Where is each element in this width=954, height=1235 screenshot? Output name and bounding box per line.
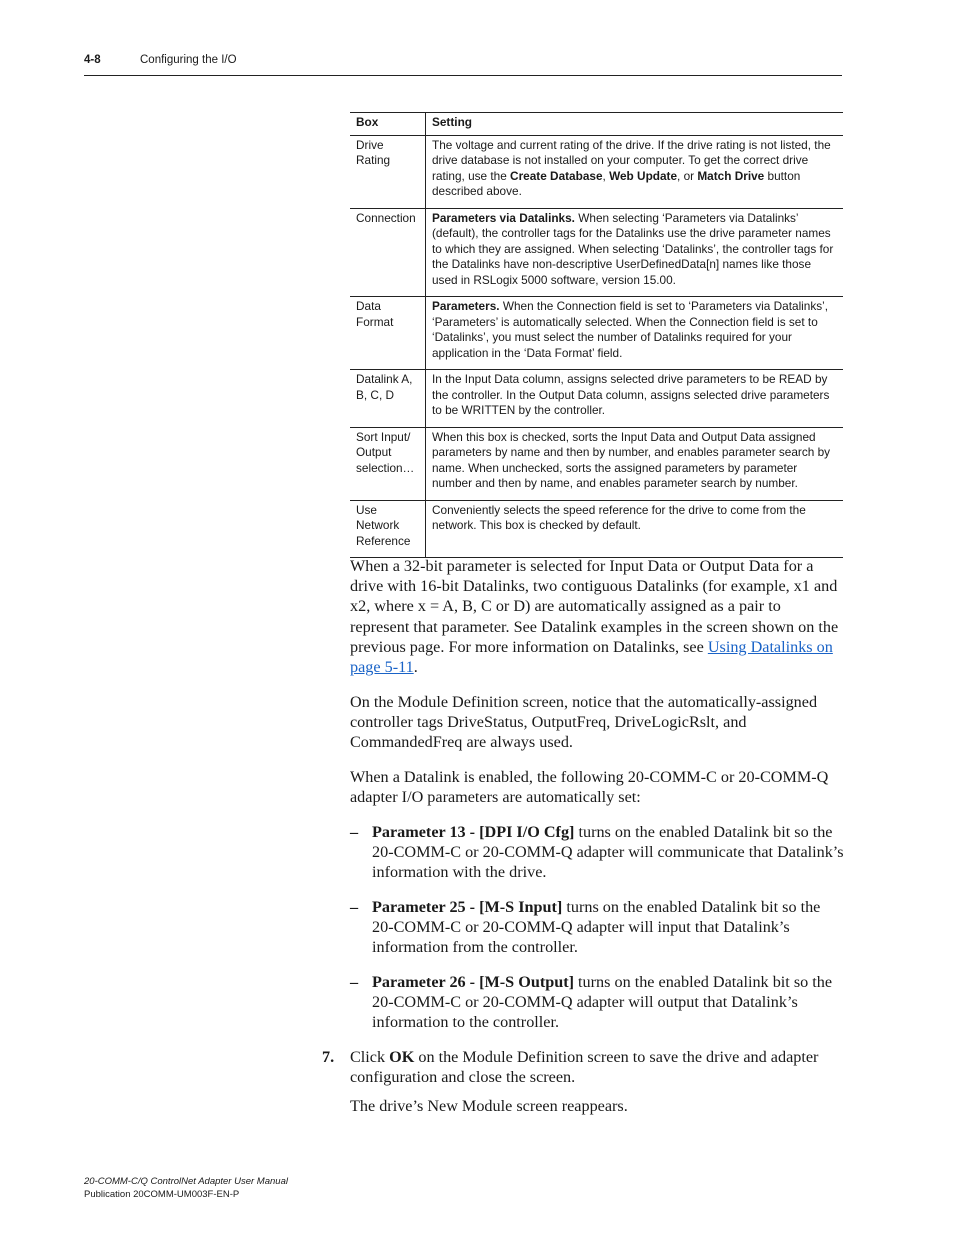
- setting-bold-text: Match Drive: [697, 168, 765, 183]
- box-cell: Sort Input/ Output selection…: [350, 427, 426, 500]
- result-text: The drive’s New Module screen reappears.: [350, 1097, 628, 1115]
- page-number: 4-8: [84, 54, 101, 66]
- step-7-text: [350, 1047, 844, 1087]
- setting-cell: [426, 208, 844, 297]
- manual-title: 20-COMM-C/Q ControlNet Adapter User Manual: [84, 1176, 288, 1187]
- table-row: [350, 135, 843, 208]
- paragraph-32bit: [350, 556, 844, 677]
- paragraph-end: .: [413, 658, 418, 677]
- setting-cell: [426, 135, 844, 208]
- parameter-name: Parameter 25 - [M-S Input]: [372, 898, 563, 916]
- paragraph-text: When a Datalink is enabled, the following 20-COMM-C or 20-COMM-Q adapter I/O parameters are automatically set:: [350, 768, 829, 807]
- parameter-name: Parameter 13 - [DPI I/O Cfg]: [372, 823, 575, 841]
- table-row: [350, 208, 843, 297]
- setting-text: , or: [677, 168, 698, 183]
- setting-text: The voltage and current rating of the drive. If the drive rating is not listed, the drive database is not installed on your computer. To get the correct drive rating, use the: [432, 137, 831, 183]
- list-item-text: turns on the enabled Datalink bit so the 20-COMM-C or 20-COMM-Q adapter will communicate that Datalink’s information with the drive.: [372, 823, 844, 882]
- box-cell: Use Network Reference: [350, 500, 426, 558]
- page-footer: [84, 1175, 288, 1201]
- table-row: [350, 427, 843, 500]
- step-7-result: [350, 1096, 844, 1116]
- column-header-box: Box: [350, 113, 426, 136]
- datalinks-page-link[interactable]: Using Datalinks on page 5-11: [350, 637, 833, 677]
- setting-text: button described above.: [432, 168, 801, 198]
- table-row: [350, 297, 843, 370]
- setting-text: When selecting ‘Parameters via Datalinks’ (default), the controller tags for the Datalinks use the drive parameter names to which they are assigned. When selecting ‘Datalinks’, the controller tags for the Datalinks have non-descriptive UserDefinedData[n] names like those used in RSLogix 5000 software, version 15.00.: [432, 210, 834, 287]
- setting-text: When this box is checked, sorts the Input Data and Output Data assigned parameters by name and then by number, and enables parameter search by name. When unchecked, sorts the assigned parameters by parameter number and then by name, and enables parameter search by number.: [432, 429, 831, 490]
- dash-marker: –: [350, 973, 359, 991]
- paragraph-text: When a 32-bit parameter is selected for Input Data or Output Data for a drive with 16-bit Datalinks, two contiguous Datalinks (for example, x1 and x2, where x = A, B, C or D) are automatically assigned as a pair to represent that parameter. See Datalink examples in the screen shown on the previous page. For more information on Datalinks, see: [350, 557, 839, 656]
- paragraph-module-definition: [350, 692, 844, 753]
- setting-bold-text: Parameters via Datalinks.: [432, 210, 575, 225]
- setting-cell: [426, 427, 844, 500]
- dash-marker: –: [350, 898, 359, 916]
- paragraph-text: On the Module Definition screen, notice that the automatically-assigned controller tags DriveStatus, OutputFreq, DriveLogicRslt, and CommandedFreq are always used.: [350, 693, 818, 752]
- setting-bold-text: Create Database: [510, 168, 603, 183]
- list-item-text: turns on the enabled Datalink bit so the 20-COMM-C or 20-COMM-Q adapter will input that Datalink’s information from the controller.: [372, 898, 821, 957]
- setting-bold-text: Parameters.: [432, 299, 500, 313]
- paragraph-datalink-enabled: [350, 767, 844, 807]
- parameter-name: Parameter 26 - [M-S Output]: [372, 973, 574, 991]
- section-title: Configuring the I/O: [140, 54, 237, 66]
- list-item-text: turns on the enabled Datalink bit so the 20-COMM-C or 20-COMM-Q adapter will output that Datalink’s information to the controller.: [372, 973, 833, 1032]
- box-cell: Data Format: [350, 297, 426, 370]
- list-item: [350, 897, 844, 958]
- page-header: [84, 53, 842, 76]
- box-cell: Connection: [350, 208, 426, 297]
- setting-text: When the Connection field is set to ‘Parameters via Datalinks’, ‘Parameters’ is automatically selected. When the Connection field is set to ‘Datalinks’, you must select the number of Datalinks required for your application in the ‘Data Format’ field.: [432, 299, 829, 360]
- setting-cell: [426, 500, 844, 558]
- publication-number: Publication 20COMM-UM003F-EN-P: [84, 1189, 240, 1200]
- step-text: on the Module Definition screen to save the drive and adapter configuration and close the screen.: [350, 1048, 819, 1087]
- dash-marker: –: [350, 823, 359, 841]
- list-item: [350, 972, 844, 1033]
- setting-cell: [426, 297, 844, 370]
- table-row: [350, 500, 843, 558]
- table-row: [350, 370, 843, 428]
- setting-cell: [426, 370, 844, 428]
- ok-label: OK: [389, 1048, 415, 1066]
- setting-bold-text: Web Update: [609, 168, 678, 183]
- setting-text: ,: [602, 168, 610, 183]
- box-cell: Drive Rating: [350, 135, 426, 208]
- column-header-setting: Setting: [426, 113, 844, 136]
- step-text: Click: [350, 1048, 390, 1066]
- box-cell: Datalink A, B, C, D: [350, 370, 426, 428]
- step-number: 7.: [322, 1048, 335, 1066]
- table-header-row: [350, 113, 843, 136]
- setting-text: In the Input Data column, assigns selected drive parameters to be READ by the controller. In the Output Data column, assigns selected drive parameters to be WRITTEN by the controller.: [432, 372, 830, 417]
- setting-text: Conveniently selects the speed reference for the drive to come from the network. This box is checked by default.: [432, 502, 806, 532]
- list-item: [350, 822, 844, 883]
- settings-table: [350, 112, 843, 558]
